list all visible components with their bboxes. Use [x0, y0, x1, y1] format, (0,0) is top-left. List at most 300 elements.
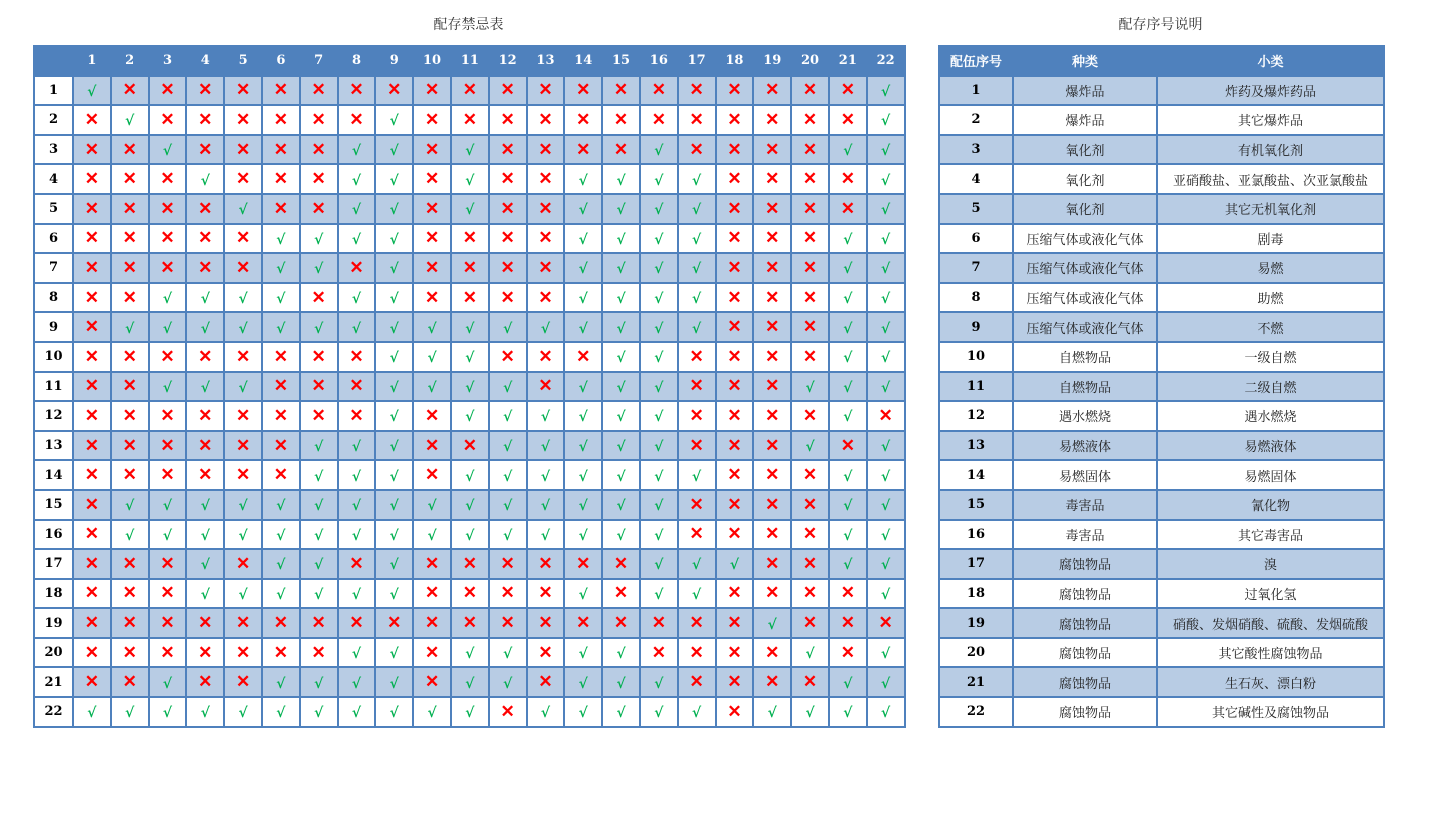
matrix-cell-compatible[interactable] [829, 224, 867, 254]
legend-sub-cell[interactable]: 有机氧化剂 [1157, 135, 1384, 165]
matrix-cell-compatible[interactable] [640, 164, 678, 194]
matrix-column-header[interactable]: 13 [527, 46, 565, 76]
matrix-cell-incompatible[interactable] [149, 253, 187, 283]
matrix-cell-incompatible[interactable] [111, 608, 149, 638]
matrix-cell-compatible[interactable] [602, 401, 640, 431]
matrix-cell-compatible[interactable] [640, 342, 678, 372]
matrix-cell-incompatible[interactable] [186, 460, 224, 490]
legend-kind-cell[interactable]: 腐蚀物品 [1013, 638, 1157, 668]
matrix-cell-compatible[interactable] [149, 667, 187, 697]
matrix-cell-compatible[interactable] [262, 549, 300, 579]
legend-kind-cell[interactable]: 腐蚀物品 [1013, 697, 1157, 727]
matrix-cell-incompatible[interactable] [413, 549, 451, 579]
matrix-cell-incompatible[interactable] [678, 608, 716, 638]
legend-sub-cell[interactable]: 不燃 [1157, 312, 1384, 342]
matrix-cell-incompatible[interactable] [564, 76, 602, 106]
matrix-cell-compatible[interactable] [451, 194, 489, 224]
legend-sub-cell[interactable]: 助燃 [1157, 283, 1384, 313]
matrix-cell-compatible[interactable] [564, 460, 602, 490]
legend-kind-cell[interactable]: 压缩气体或液化气体 [1013, 253, 1157, 283]
matrix-cell-incompatible[interactable] [716, 372, 754, 402]
matrix-cell-incompatible[interactable] [489, 253, 527, 283]
matrix-cell-compatible[interactable] [300, 549, 338, 579]
matrix-cell-incompatible[interactable] [753, 76, 791, 106]
matrix-cell-incompatible[interactable] [678, 135, 716, 165]
matrix-cell-compatible[interactable] [489, 372, 527, 402]
matrix-cell-incompatible[interactable] [262, 608, 300, 638]
matrix-cell-incompatible[interactable] [224, 164, 262, 194]
matrix-cell-incompatible[interactable] [791, 224, 829, 254]
matrix-cell-incompatible[interactable] [413, 667, 451, 697]
matrix-cell-incompatible[interactable] [791, 312, 829, 342]
matrix-cell-compatible[interactable] [867, 105, 905, 135]
legend-sub-cell[interactable]: 炸药及爆炸药品 [1157, 76, 1384, 106]
matrix-cell-incompatible[interactable] [262, 401, 300, 431]
matrix-row-header[interactable]: 11 [34, 372, 73, 402]
legend-sub-cell[interactable]: 硝酸、发烟硝酸、硫酸、发烟硫酸 [1157, 608, 1384, 638]
matrix-cell-compatible[interactable] [413, 342, 451, 372]
matrix-cell-incompatible[interactable] [716, 697, 754, 727]
matrix-cell-compatible[interactable] [791, 372, 829, 402]
matrix-cell-incompatible[interactable] [716, 135, 754, 165]
matrix-cell-compatible[interactable] [602, 520, 640, 550]
matrix-cell-compatible[interactable] [224, 490, 262, 520]
matrix-cell-compatible[interactable] [300, 431, 338, 461]
matrix-cell-compatible[interactable] [564, 224, 602, 254]
matrix-cell-incompatible[interactable] [111, 76, 149, 106]
legend-index-cell[interactable]: 21 [939, 667, 1013, 697]
legend-kind-cell[interactable]: 氧化剂 [1013, 164, 1157, 194]
matrix-cell-compatible[interactable] [564, 194, 602, 224]
matrix-cell-incompatible[interactable] [111, 253, 149, 283]
matrix-cell-incompatible[interactable] [451, 105, 489, 135]
matrix-cell-compatible[interactable] [489, 431, 527, 461]
matrix-cell-incompatible[interactable] [489, 608, 527, 638]
matrix-cell-incompatible[interactable] [753, 520, 791, 550]
legend-index-cell[interactable]: 18 [939, 579, 1013, 609]
matrix-cell-compatible[interactable] [338, 283, 376, 313]
matrix-cell-incompatible[interactable] [791, 490, 829, 520]
matrix-cell-incompatible[interactable] [413, 579, 451, 609]
matrix-cell-incompatible[interactable] [224, 224, 262, 254]
matrix-cell-incompatible[interactable] [753, 105, 791, 135]
matrix-cell-incompatible[interactable] [149, 105, 187, 135]
matrix-cell-compatible[interactable] [224, 520, 262, 550]
matrix-cell-incompatible[interactable] [111, 401, 149, 431]
matrix-cell-incompatible[interactable] [527, 608, 565, 638]
matrix-cell-compatible[interactable] [73, 76, 111, 106]
matrix-cell-incompatible[interactable] [527, 224, 565, 254]
matrix-cell-compatible[interactable] [678, 283, 716, 313]
matrix-cell-compatible[interactable] [375, 697, 413, 727]
legend-index-cell[interactable]: 20 [939, 638, 1013, 668]
matrix-cell-incompatible[interactable] [829, 105, 867, 135]
matrix-cell-incompatible[interactable] [300, 638, 338, 668]
legend-kind-cell[interactable]: 腐蚀物品 [1013, 667, 1157, 697]
matrix-column-header[interactable]: 12 [489, 46, 527, 76]
matrix-cell-incompatible[interactable] [527, 164, 565, 194]
matrix-cell-incompatible[interactable] [262, 638, 300, 668]
matrix-cell-compatible[interactable] [867, 431, 905, 461]
matrix-row-header[interactable]: 3 [34, 135, 73, 165]
matrix-cell-compatible[interactable] [186, 372, 224, 402]
matrix-cell-incompatible[interactable] [262, 431, 300, 461]
matrix-cell-incompatible[interactable] [716, 164, 754, 194]
matrix-cell-compatible[interactable] [375, 135, 413, 165]
matrix-column-header[interactable]: 16 [640, 46, 678, 76]
matrix-cell-compatible[interactable] [564, 638, 602, 668]
matrix-cell-incompatible[interactable] [527, 135, 565, 165]
matrix-cell-incompatible[interactable] [716, 667, 754, 697]
matrix-cell-incompatible[interactable] [224, 105, 262, 135]
matrix-cell-incompatible[interactable] [451, 579, 489, 609]
matrix-cell-compatible[interactable] [829, 342, 867, 372]
matrix-column-header[interactable]: 1 [73, 46, 111, 76]
matrix-cell-compatible[interactable] [338, 697, 376, 727]
matrix-cell-incompatible[interactable] [186, 105, 224, 135]
matrix-cell-incompatible[interactable] [602, 76, 640, 106]
matrix-cell-incompatible[interactable] [678, 431, 716, 461]
matrix-cell-incompatible[interactable] [564, 342, 602, 372]
legend-sub-cell[interactable]: 剧毒 [1157, 224, 1384, 254]
matrix-cell-incompatible[interactable] [413, 135, 451, 165]
matrix-column-header[interactable]: 20 [791, 46, 829, 76]
matrix-cell-incompatible[interactable] [716, 283, 754, 313]
matrix-cell-compatible[interactable] [262, 667, 300, 697]
matrix-cell-compatible[interactable] [867, 194, 905, 224]
matrix-cell-compatible[interactable] [224, 194, 262, 224]
matrix-cell-compatible[interactable] [338, 135, 376, 165]
matrix-cell-incompatible[interactable] [716, 224, 754, 254]
matrix-cell-compatible[interactable] [602, 697, 640, 727]
matrix-cell-incompatible[interactable] [753, 164, 791, 194]
matrix-cell-incompatible[interactable] [451, 253, 489, 283]
matrix-cell-incompatible[interactable] [73, 460, 111, 490]
matrix-cell-compatible[interactable] [829, 372, 867, 402]
matrix-cell-incompatible[interactable] [73, 638, 111, 668]
matrix-cell-incompatible[interactable] [678, 372, 716, 402]
matrix-column-header[interactable]: 10 [413, 46, 451, 76]
matrix-cell-incompatible[interactable] [73, 253, 111, 283]
matrix-cell-compatible[interactable] [602, 372, 640, 402]
matrix-cell-incompatible[interactable] [73, 549, 111, 579]
matrix-cell-compatible[interactable] [867, 283, 905, 313]
legend-kind-cell[interactable]: 易燃液体 [1013, 431, 1157, 461]
matrix-cell-compatible[interactable] [829, 549, 867, 579]
matrix-cell-incompatible[interactable] [186, 194, 224, 224]
matrix-cell-incompatible[interactable] [753, 312, 791, 342]
matrix-cell-compatible[interactable] [564, 372, 602, 402]
matrix-row-header[interactable]: 21 [34, 667, 73, 697]
matrix-cell-incompatible[interactable] [413, 105, 451, 135]
legend-index-cell[interactable]: 3 [939, 135, 1013, 165]
matrix-cell-incompatible[interactable] [527, 105, 565, 135]
matrix-column-header[interactable]: 6 [262, 46, 300, 76]
matrix-cell-compatible[interactable] [224, 697, 262, 727]
matrix-cell-incompatible[interactable] [564, 135, 602, 165]
matrix-cell-compatible[interactable] [451, 667, 489, 697]
matrix-cell-compatible[interactable] [602, 460, 640, 490]
matrix-cell-compatible[interactable] [149, 520, 187, 550]
matrix-cell-incompatible[interactable] [149, 194, 187, 224]
matrix-column-header[interactable]: 15 [602, 46, 640, 76]
matrix-cell-incompatible[interactable] [716, 76, 754, 106]
matrix-cell-compatible[interactable] [602, 253, 640, 283]
matrix-cell-incompatible[interactable] [186, 608, 224, 638]
matrix-cell-compatible[interactable] [186, 579, 224, 609]
legend-index-cell[interactable]: 13 [939, 431, 1013, 461]
matrix-cell-incompatible[interactable] [678, 342, 716, 372]
matrix-cell-compatible[interactable] [338, 164, 376, 194]
matrix-cell-compatible[interactable] [564, 697, 602, 727]
matrix-cell-compatible[interactable] [640, 549, 678, 579]
matrix-cell-incompatible[interactable] [753, 253, 791, 283]
matrix-cell-incompatible[interactable] [111, 194, 149, 224]
matrix-cell-compatible[interactable] [602, 164, 640, 194]
legend-kind-cell[interactable]: 腐蚀物品 [1013, 579, 1157, 609]
matrix-cell-incompatible[interactable] [413, 638, 451, 668]
matrix-cell-incompatible[interactable] [867, 401, 905, 431]
matrix-cell-compatible[interactable] [262, 283, 300, 313]
matrix-cell-compatible[interactable] [224, 312, 262, 342]
matrix-row-header[interactable]: 12 [34, 401, 73, 431]
matrix-cell-compatible[interactable] [564, 401, 602, 431]
matrix-cell-compatible[interactable] [338, 460, 376, 490]
matrix-cell-compatible[interactable] [489, 520, 527, 550]
matrix-cell-compatible[interactable] [149, 372, 187, 402]
matrix-cell-incompatible[interactable] [829, 608, 867, 638]
matrix-column-header[interactable]: 14 [564, 46, 602, 76]
matrix-cell-compatible[interactable] [564, 667, 602, 697]
matrix-cell-incompatible[interactable] [716, 520, 754, 550]
matrix-row-header[interactable]: 22 [34, 697, 73, 727]
matrix-cell-compatible[interactable] [111, 105, 149, 135]
matrix-cell-incompatible[interactable] [527, 667, 565, 697]
matrix-cell-incompatible[interactable] [413, 401, 451, 431]
matrix-cell-incompatible[interactable] [791, 520, 829, 550]
matrix-cell-compatible[interactable] [338, 667, 376, 697]
matrix-cell-incompatible[interactable] [73, 401, 111, 431]
matrix-cell-incompatible[interactable] [413, 608, 451, 638]
matrix-cell-incompatible[interactable] [375, 608, 413, 638]
matrix-cell-compatible[interactable] [451, 372, 489, 402]
matrix-cell-incompatible[interactable] [300, 608, 338, 638]
matrix-cell-incompatible[interactable] [338, 76, 376, 106]
matrix-column-header[interactable]: 11 [451, 46, 489, 76]
matrix-cell-incompatible[interactable] [753, 342, 791, 372]
matrix-cell-compatible[interactable] [413, 520, 451, 550]
matrix-cell-incompatible[interactable] [262, 194, 300, 224]
legend-sub-cell[interactable]: 易燃 [1157, 253, 1384, 283]
matrix-cell-incompatible[interactable] [300, 372, 338, 402]
matrix-cell-incompatible[interactable] [791, 194, 829, 224]
matrix-column-header[interactable]: 17 [678, 46, 716, 76]
matrix-cell-compatible[interactable] [829, 401, 867, 431]
matrix-cell-compatible[interactable] [867, 224, 905, 254]
matrix-cell-compatible[interactable] [338, 579, 376, 609]
matrix-cell-incompatible[interactable] [829, 76, 867, 106]
matrix-cell-compatible[interactable] [564, 283, 602, 313]
matrix-cell-incompatible[interactable] [186, 253, 224, 283]
matrix-cell-incompatible[interactable] [186, 401, 224, 431]
matrix-cell-incompatible[interactable] [489, 105, 527, 135]
matrix-cell-incompatible[interactable] [791, 460, 829, 490]
matrix-cell-compatible[interactable] [300, 490, 338, 520]
matrix-cell-compatible[interactable] [489, 460, 527, 490]
matrix-cell-incompatible[interactable] [564, 549, 602, 579]
matrix-cell-compatible[interactable] [149, 283, 187, 313]
matrix-cell-incompatible[interactable] [149, 224, 187, 254]
matrix-row-header[interactable]: 15 [34, 490, 73, 520]
matrix-row-header[interactable]: 18 [34, 579, 73, 609]
matrix-cell-compatible[interactable] [375, 520, 413, 550]
matrix-cell-incompatible[interactable] [640, 608, 678, 638]
matrix-cell-incompatible[interactable] [640, 638, 678, 668]
matrix-cell-compatible[interactable] [338, 638, 376, 668]
matrix-cell-incompatible[interactable] [716, 638, 754, 668]
matrix-cell-incompatible[interactable] [791, 76, 829, 106]
matrix-cell-incompatible[interactable] [716, 401, 754, 431]
matrix-cell-incompatible[interactable] [413, 76, 451, 106]
matrix-cell-incompatible[interactable] [111, 283, 149, 313]
legend-sub-cell[interactable]: 一级自燃 [1157, 342, 1384, 372]
matrix-cell-compatible[interactable] [338, 224, 376, 254]
matrix-cell-incompatible[interactable] [753, 372, 791, 402]
matrix-cell-compatible[interactable] [640, 667, 678, 697]
matrix-row-header[interactable]: 10 [34, 342, 73, 372]
matrix-cell-compatible[interactable] [451, 164, 489, 194]
matrix-cell-compatible[interactable] [489, 312, 527, 342]
matrix-cell-compatible[interactable] [489, 638, 527, 668]
matrix-cell-incompatible[interactable] [73, 164, 111, 194]
matrix-cell-incompatible[interactable] [111, 638, 149, 668]
matrix-cell-incompatible[interactable] [262, 76, 300, 106]
matrix-cell-incompatible[interactable] [489, 342, 527, 372]
matrix-cell-compatible[interactable] [867, 520, 905, 550]
matrix-cell-compatible[interactable] [640, 697, 678, 727]
matrix-cell-incompatible[interactable] [829, 164, 867, 194]
matrix-cell-incompatible[interactable] [678, 490, 716, 520]
matrix-cell-incompatible[interactable] [716, 312, 754, 342]
legend-header-index[interactable]: 配伍序号 [939, 46, 1013, 76]
matrix-cell-compatible[interactable] [375, 460, 413, 490]
matrix-cell-compatible[interactable] [640, 372, 678, 402]
matrix-cell-compatible[interactable] [375, 224, 413, 254]
legend-kind-cell[interactable]: 遇水燃烧 [1013, 401, 1157, 431]
matrix-column-header[interactable]: 2 [111, 46, 149, 76]
matrix-cell-incompatible[interactable] [262, 460, 300, 490]
matrix-cell-incompatible[interactable] [149, 460, 187, 490]
legend-sub-cell[interactable]: 遇水燃烧 [1157, 401, 1384, 431]
matrix-cell-compatible[interactable] [640, 253, 678, 283]
matrix-cell-compatible[interactable] [602, 667, 640, 697]
matrix-cell-compatible[interactable] [867, 697, 905, 727]
matrix-column-header[interactable]: 3 [149, 46, 187, 76]
matrix-cell-incompatible[interactable] [149, 76, 187, 106]
matrix-cell-compatible[interactable] [149, 490, 187, 520]
matrix-cell-compatible[interactable] [262, 579, 300, 609]
matrix-cell-compatible[interactable] [527, 460, 565, 490]
legend-kind-cell[interactable]: 毒害品 [1013, 520, 1157, 550]
matrix-cell-incompatible[interactable] [527, 76, 565, 106]
matrix-cell-compatible[interactable] [829, 520, 867, 550]
matrix-cell-compatible[interactable] [527, 697, 565, 727]
matrix-cell-compatible[interactable] [829, 135, 867, 165]
legend-index-cell[interactable]: 5 [939, 194, 1013, 224]
matrix-cell-incompatible[interactable] [489, 76, 527, 106]
legend-index-cell[interactable]: 10 [939, 342, 1013, 372]
matrix-cell-compatible[interactable] [602, 283, 640, 313]
matrix-cell-incompatible[interactable] [791, 608, 829, 638]
legend-index-cell[interactable]: 8 [939, 283, 1013, 313]
matrix-cell-incompatible[interactable] [300, 283, 338, 313]
matrix-cell-incompatible[interactable] [413, 164, 451, 194]
matrix-cell-compatible[interactable] [111, 490, 149, 520]
matrix-cell-compatible[interactable] [602, 431, 640, 461]
matrix-cell-incompatible[interactable] [489, 283, 527, 313]
matrix-cell-compatible[interactable] [262, 520, 300, 550]
matrix-cell-incompatible[interactable] [678, 520, 716, 550]
matrix-cell-incompatible[interactable] [224, 667, 262, 697]
matrix-cell-compatible[interactable] [413, 372, 451, 402]
matrix-cell-incompatible[interactable] [224, 76, 262, 106]
matrix-cell-compatible[interactable] [149, 312, 187, 342]
matrix-cell-compatible[interactable] [451, 460, 489, 490]
matrix-cell-incompatible[interactable] [753, 460, 791, 490]
matrix-cell-compatible[interactable] [300, 579, 338, 609]
matrix-cell-incompatible[interactable] [791, 283, 829, 313]
matrix-cell-compatible[interactable] [527, 401, 565, 431]
matrix-cell-incompatible[interactable] [262, 164, 300, 194]
matrix-cell-compatible[interactable] [451, 342, 489, 372]
matrix-cell-compatible[interactable] [338, 520, 376, 550]
matrix-cell-compatible[interactable] [262, 224, 300, 254]
matrix-cell-compatible[interactable] [300, 460, 338, 490]
matrix-cell-incompatible[interactable] [791, 579, 829, 609]
matrix-cell-compatible[interactable] [375, 549, 413, 579]
matrix-cell-compatible[interactable] [300, 697, 338, 727]
matrix-column-header[interactable]: 5 [224, 46, 262, 76]
matrix-cell-compatible[interactable] [375, 164, 413, 194]
matrix-cell-incompatible[interactable] [413, 460, 451, 490]
matrix-cell-compatible[interactable] [338, 312, 376, 342]
matrix-cell-compatible[interactable] [791, 697, 829, 727]
matrix-cell-incompatible[interactable] [678, 76, 716, 106]
legend-index-cell[interactable]: 19 [939, 608, 1013, 638]
legend-kind-cell[interactable]: 爆炸品 [1013, 105, 1157, 135]
matrix-cell-compatible[interactable] [489, 401, 527, 431]
matrix-row-header[interactable]: 7 [34, 253, 73, 283]
matrix-cell-compatible[interactable] [413, 697, 451, 727]
matrix-cell-incompatible[interactable] [338, 372, 376, 402]
matrix-cell-compatible[interactable] [867, 667, 905, 697]
matrix-cell-compatible[interactable] [564, 164, 602, 194]
matrix-cell-incompatible[interactable] [678, 638, 716, 668]
matrix-cell-incompatible[interactable] [224, 431, 262, 461]
matrix-cell-compatible[interactable] [867, 490, 905, 520]
matrix-cell-incompatible[interactable] [413, 431, 451, 461]
matrix-cell-incompatible[interactable] [451, 549, 489, 579]
matrix-cell-incompatible[interactable] [829, 194, 867, 224]
matrix-cell-incompatible[interactable] [111, 431, 149, 461]
matrix-cell-incompatible[interactable] [149, 579, 187, 609]
legend-index-cell[interactable]: 22 [939, 697, 1013, 727]
matrix-column-header[interactable]: 4 [186, 46, 224, 76]
legend-index-cell[interactable]: 9 [939, 312, 1013, 342]
matrix-cell-compatible[interactable] [527, 312, 565, 342]
matrix-cell-incompatible[interactable] [338, 608, 376, 638]
matrix-cell-compatible[interactable] [678, 224, 716, 254]
